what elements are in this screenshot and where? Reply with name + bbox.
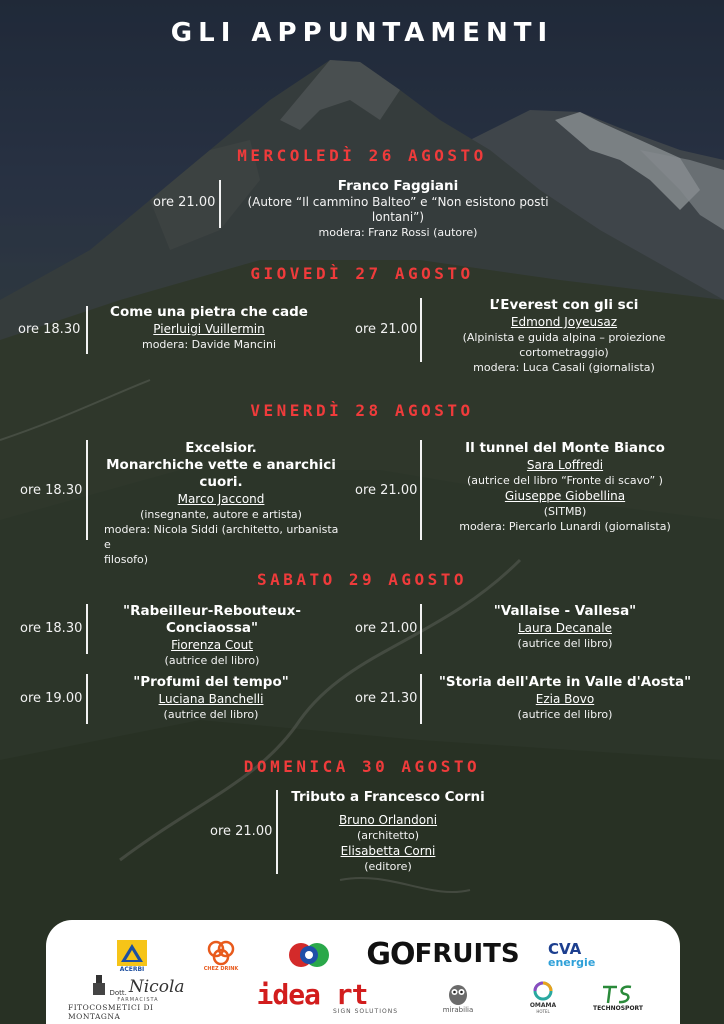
day-heading-sunday: DOMENICA 30 AGOSTO [243, 757, 481, 776]
chez-drink-logo: CHEZ DRINK [196, 936, 246, 976]
divider-line [86, 674, 88, 724]
speaker-link[interactable]: Laura Decanale [518, 621, 612, 635]
technosport-logo: TECHNOSPORT [592, 978, 644, 1016]
owl-icon [447, 982, 469, 1006]
event-excelsior [96, 440, 346, 567]
speaker-role: (autrice del libro) [163, 708, 259, 721]
event-time: ore 21.30 [355, 691, 418, 706]
event-moderator-cont: filosofo) [104, 553, 149, 566]
event-moderator: modera: Franz Rossi (autore) [318, 226, 478, 239]
event-title: "Vallaise - Vallesa" [493, 603, 637, 619]
event-time: ore 18.30 [20, 483, 83, 498]
speaker-role: (SITMB) [543, 505, 587, 518]
event-time: ore 18.30 [18, 322, 81, 337]
speaker-link[interactable]: Luciana Banchelli [158, 692, 264, 706]
omama-hotel-logo: OMAMA HOTEL [522, 978, 564, 1016]
acerbi-logo: ACERBI [112, 936, 152, 976]
event-moderator: modera: Nicola Siddi (architetto, urbanista e [104, 523, 339, 551]
tri-circle-icon [287, 941, 331, 969]
speaker-role: (architetto) [356, 829, 420, 842]
sponsor-footer [46, 920, 680, 1024]
event-title: "Rabeilleur-Rebouteux-Conciaossa" [123, 603, 301, 636]
speaker-role: (autrice del libro) [517, 708, 613, 721]
circle-sponsor-logo [286, 940, 332, 970]
event-title: "Profumi del tempo" [133, 674, 289, 690]
event-title: L’Everest con gli sci [489, 297, 639, 313]
event-moderator: modera: Davide Mancini [141, 338, 277, 351]
day-heading-wednesday: MERCOLEDÌ 26 AGOSTO [237, 146, 487, 165]
divider-line [420, 604, 422, 654]
speaker-role: (editore) [364, 860, 412, 873]
speaker-link[interactable]: Marco Jaccond [177, 492, 265, 506]
divider-line [420, 440, 422, 540]
mortar-icon [91, 975, 107, 997]
speaker-link[interactable]: Edmond Joyeusaz [510, 315, 618, 329]
event-time: ore 21.00 [355, 621, 418, 636]
speaker-role: (insegnante, autore e artista) [140, 508, 302, 521]
speaker-link[interactable]: Ezia Bovo [535, 692, 595, 706]
speaker-role: (autrice del libro “Fronte di scavo” ) [467, 474, 663, 487]
page-title: GLI APPUNTAMENTI [170, 18, 554, 48]
speaker-role: (autrice del libro) [517, 637, 613, 650]
speaker-link[interactable]: Sara Loffredi [526, 458, 604, 472]
event-corni [290, 789, 486, 874]
gofruits-logo: GO FRUITS [366, 936, 520, 972]
speaker-link[interactable]: Bruno Orlandoni [338, 813, 438, 827]
event-title: Excelsior. [185, 440, 257, 456]
event-vallaise [424, 603, 706, 651]
mirabilia-logo: mirabilia [438, 980, 478, 1016]
day-heading-friday: VENERDÌ 28 AGOSTO [250, 401, 474, 420]
event-title: Come una pietra che cade [110, 304, 308, 320]
event-title: "Storia dell'Arte in Valle d'Aosta" [438, 674, 692, 690]
event-time: ore 21.00 [355, 483, 418, 498]
divider-line [86, 440, 88, 540]
divider-line [86, 604, 88, 654]
ideart-logo: idea rt SIGN SOLUTIONS [256, 977, 398, 1015]
event-time: ore 19.00 [20, 691, 83, 706]
event-pietra [96, 304, 322, 352]
event-time: ore 21.00 [153, 195, 216, 210]
speaker-link[interactable]: Pierluigi Vuillermin [153, 322, 265, 336]
event-moderator: modera: Piercarlo Lunardi (giornalista) [459, 520, 671, 533]
event-subtitle: Monarchiche vette e anarchici cuori. [106, 457, 336, 490]
day-heading-saturday: SABATO 29 AGOSTO [256, 570, 468, 589]
divider-line [86, 306, 88, 354]
divider-line [276, 790, 278, 874]
ts-monogram-icon [601, 983, 635, 1005]
event-title: Franco Faggiani [337, 178, 459, 194]
event-profumi [96, 674, 326, 722]
event-tunnel [424, 440, 706, 534]
chez-drink-knot-icon [207, 940, 235, 966]
speaker-link[interactable]: Elisabetta Corni [340, 844, 436, 858]
speaker-link[interactable]: Giuseppe Giobellina [504, 489, 626, 503]
speaker-link[interactable]: Fiorenza Cout [171, 638, 253, 652]
speaker-role: (autrice del libro) [164, 654, 260, 667]
event-moderator: modera: Luca Casali (giornalista) [473, 361, 655, 374]
divider-line [420, 674, 422, 724]
farmacia-nicola-logo: Dott. Nicola FARMACISTA FITOCOSMETICI DI MONTAGNA [68, 977, 185, 1021]
event-faggiani [228, 178, 568, 240]
cva-energie-logo: CVA energie [548, 939, 596, 969]
event-time: ore 18.30 [20, 621, 83, 636]
event-title: Il tunnel del Monte Bianco [465, 440, 665, 456]
acerbi-triangle-icon [117, 940, 147, 966]
event-description: (Alpinista e guida alpina – proiezione cortometraggio) [462, 331, 666, 359]
divider-line [219, 180, 221, 228]
event-storia-arte [424, 674, 706, 722]
event-rabeilleur [90, 603, 334, 668]
event-description: (Autore “Il cammino Balteo” e “Non esistono posti lontani”) [247, 195, 549, 224]
event-title: Tributo a Francesco Corni [291, 789, 485, 805]
event-everest [424, 297, 704, 375]
divider-line [420, 298, 422, 362]
day-heading-thursday: GIOVEDÌ 27 AGOSTO [250, 264, 474, 283]
event-time: ore 21.00 [210, 824, 273, 839]
event-time: ore 21.00 [355, 322, 418, 337]
omama-ring-icon [532, 980, 554, 1002]
